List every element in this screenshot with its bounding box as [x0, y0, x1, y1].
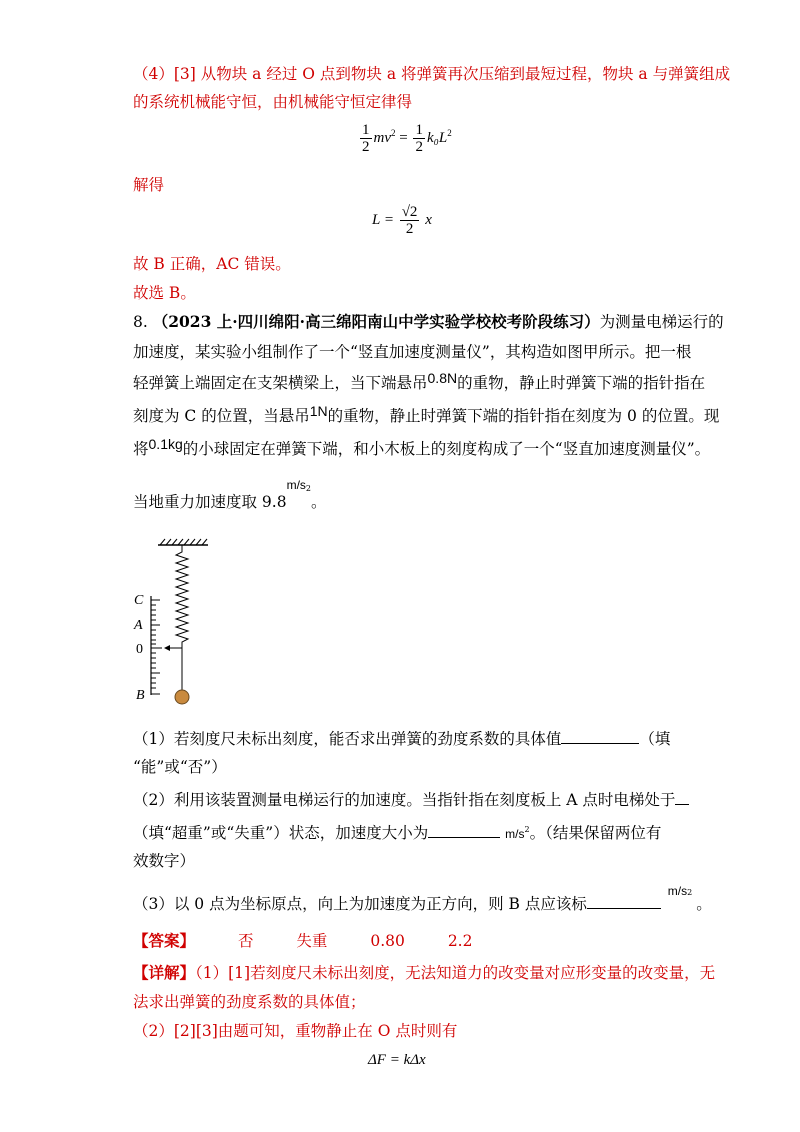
- label-0: 0: [136, 642, 143, 657]
- accelerometer-figure: [130, 530, 230, 720]
- detail-line-2: 法求出弹簧的劲度系数的具体值；: [133, 993, 366, 1011]
- part-2-line-3: 效数字）: [133, 852, 196, 870]
- answer-item: 0.80: [370, 932, 405, 950]
- length-equation: L = $\frac{√2}{2}$ x: [372, 204, 432, 237]
- part-2-line-2: （填“超重”或“失重”）状态，加速度大小为 $m/s^2$。（结果保留两位有: [133, 819, 661, 845]
- spring: [176, 545, 188, 690]
- scale-ticks: [151, 600, 162, 694]
- jiede-label: 解得: [133, 176, 165, 194]
- part-1-line-2: “能”或“否”）: [133, 758, 227, 776]
- question-number: 8.: [133, 313, 148, 331]
- label-a: A: [134, 618, 143, 633]
- label-b: B: [136, 688, 145, 703]
- answer-row: [133, 930, 472, 952]
- blank-4[interactable]: [587, 892, 661, 909]
- blank-2[interactable]: [675, 788, 689, 805]
- detail-line-1: 【详解】（1）[1]若刻度尺未标出刻度，无法知道力的改变量对应形变量的改变量，无: [133, 963, 716, 982]
- answer-label: 【答案】: [133, 931, 196, 950]
- ball: [175, 690, 189, 704]
- conclusion-1: 故 B 正确，AC 错误。: [133, 255, 291, 273]
- pointer-arrow: [164, 645, 170, 651]
- solution-line-1: （4）[3] 从物块 a 经过 O 点到物块 a 将弹簧再次压缩到最短过程，物块 a 与弹簧组成: [133, 65, 731, 83]
- part-2-line-1: （2）利用该装置测量电梯运行的加速度。当指针指在刻度板上 A 点时电梯处于: [133, 788, 689, 811]
- question-line-6: 当地重力加速度取 $9.8^{m/s2}$。: [133, 478, 327, 512]
- detail-label: 【详解】: [133, 963, 196, 982]
- part-1-line-1: （1）若刻度尺未标出刻度，能否求出弹簧的劲度系数的具体值 （填: [133, 727, 670, 750]
- part-3-line: （3）以 0 点为坐标原点，向上为加速度为正方向，则 B 点应该标 $^{m/s2}$。: [133, 884, 712, 914]
- answer-item: 2.2: [447, 932, 473, 950]
- question-line-2: 加速度，某实验小组制作了一个“竖直加速度测量仪”，其构造如图甲所示。把一根: [133, 343, 692, 361]
- energy-equation: $\frac{1}{2}$ $mv^2$ = $\frac{1}{2}$ $k_0L^2$: [362, 122, 452, 155]
- question-line-3: 轻弹簧上端固定在支架横梁上，当下端悬吊0.8N的重物，静止时弹簧下端的指针指在: [133, 370, 706, 392]
- blank-1[interactable]: [561, 727, 639, 744]
- conclusion-2: 故选 B。: [133, 284, 196, 302]
- answer-item: 失重: [296, 932, 328, 950]
- question-source: （2023 上·四川绵阳·高三绵阳南山中学实验学校校考阶段练习）: [152, 312, 600, 331]
- label-c: C: [134, 593, 144, 608]
- beam-hatching: [160, 539, 207, 545]
- question-line-5: 将0.1kg的小球固定在弹簧下端，和小木板上的刻度构成了一个“竖直加速度测量仪”。: [133, 436, 711, 458]
- detail-line-3: （2）[2][3]由题可知，重物静止在 O 点时则有: [133, 1022, 458, 1040]
- force-equation: ΔF = kΔx: [368, 1052, 426, 1068]
- blank-3[interactable]: [428, 821, 500, 838]
- solution-line-2: 的系统机械能守恒，由机械能守恒定律得: [133, 93, 413, 111]
- question-line-4: 刻度为 C 的位置，当悬吊1N的重物，静止时弹簧下端的指针指在刻度为 0 的位置。现: [133, 403, 720, 425]
- answer-item: 否: [237, 932, 254, 950]
- question-line-1: 8. （2023 上·四川绵阳·高三绵阳南山中学实验学校校考阶段练习）为测量电梯运行的: [133, 312, 724, 331]
